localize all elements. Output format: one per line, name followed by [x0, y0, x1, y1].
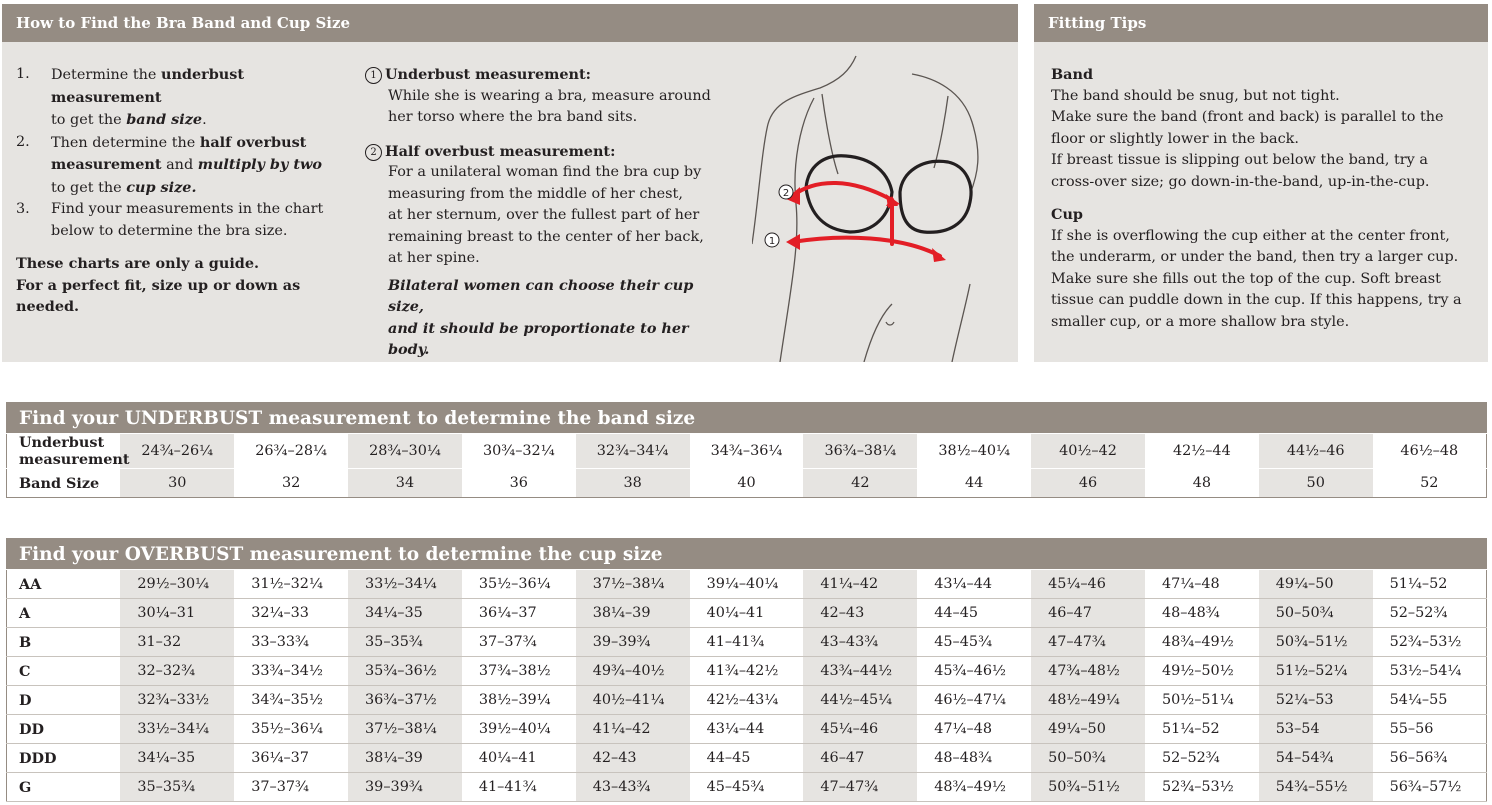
table-cell: 24¾–26¼ [120, 434, 234, 469]
underbust-text: While she is wearing a bra, measure around [388, 87, 711, 104]
bilateral-note [365, 275, 725, 361]
step-1 [16, 64, 358, 132]
step-text: Determine the [51, 67, 161, 83]
table-cell: 31½–32¼ [234, 570, 348, 599]
fitting-tips-title: Fitting Tips [1034, 4, 1488, 42]
cup-tip: Make sure she fills out the top of the cup. Soft breast [1051, 270, 1441, 287]
table-cell: 42½–44 [1145, 434, 1259, 469]
hip-outline [952, 284, 970, 362]
step-text: to get the [51, 112, 127, 128]
circle-one-icon: 1 [365, 67, 382, 84]
circle-two-icon: 2 [365, 144, 382, 161]
band-size-table [6, 402, 1487, 498]
table-cell: 50–50¾ [1259, 599, 1373, 628]
table-cell: 49¼–50 [1031, 715, 1145, 744]
table-cell: 48 [1145, 469, 1259, 498]
table-cell: 32–32¾ [120, 657, 234, 686]
cup-tip: smaller cup, or a more shallow bra style. [1051, 313, 1350, 330]
table-cell: 35½–36¼ [234, 715, 348, 744]
cup-tip: tissue can puddle down in the cup. If this happens, try a [1051, 292, 1462, 308]
table-cell: 42½–43¼ [690, 686, 804, 715]
label-two: 2 [782, 188, 790, 199]
torso-illustration [752, 44, 1012, 362]
table-cell: 41–41¾ [462, 773, 576, 802]
table-cell: 30 [120, 469, 234, 498]
guide-line: For a perfect fit, size up or down as needed. [16, 276, 301, 315]
table-cell: 35–35¾ [348, 628, 462, 657]
row-label: AA [7, 570, 121, 599]
step-bold: half overbust [199, 133, 307, 151]
table-cell: 38¼–39 [348, 744, 462, 773]
table-cell: 52 [1373, 469, 1487, 498]
table-cell: 37¾–38½ [462, 657, 576, 686]
step-bold: underbust measurement [51, 66, 244, 106]
step-text: . [202, 112, 207, 128]
table-cell: 34¾–36¼ [690, 434, 804, 469]
step-text: Find your measurements in the chart [51, 201, 324, 217]
cup-table-body [7, 570, 1487, 802]
cup-tip: the underarm, or under the band, then try a larger cup. [1051, 249, 1459, 265]
left-shoulder-outline [752, 56, 856, 244]
step-3 [16, 199, 358, 242]
table-cell: 43¼–44 [690, 715, 804, 744]
guide-note [16, 253, 358, 318]
table-cell: 28¾–30¼ [348, 434, 462, 469]
table-cell: 47¾–48½ [1031, 657, 1145, 686]
navel-outline [886, 322, 894, 325]
bilateral-line: and it should be proportionate to her body. [388, 319, 689, 358]
table-cell: 36¼–37 [462, 599, 576, 628]
table-cell: 45¾–46½ [917, 657, 1031, 686]
table-cell: 44–45 [690, 744, 804, 773]
table-cell: 48½–49¼ [1031, 686, 1145, 715]
table-cell: 31–32 [120, 628, 234, 657]
table-cell: 34¼–35 [120, 744, 234, 773]
row-label: B [7, 628, 121, 657]
table-row [7, 599, 1487, 628]
table-cell: 52¼–53 [1259, 686, 1373, 715]
table-cell: 35½–36¼ [462, 570, 576, 599]
underbust-heading-text: Underbust measurement: [385, 66, 591, 83]
table-cell: 52–52¾ [1145, 744, 1259, 773]
table-cell: 34¾–35½ [234, 686, 348, 715]
cup-size-table [6, 538, 1487, 802]
step-bold-italic: cup size. [126, 178, 197, 196]
table-cell: 52¾–53½ [1373, 628, 1487, 657]
arrowhead-right [932, 248, 946, 262]
step-bold: measurement [51, 156, 162, 173]
table-cell: 51½–52¼ [1259, 657, 1373, 686]
table-cell: 38¼–39 [576, 599, 690, 628]
table-cell: 51¼–52 [1373, 570, 1487, 599]
table-row [7, 744, 1487, 773]
table-cell: 41¼–42 [576, 715, 690, 744]
table-cell: 46½–48 [1373, 434, 1487, 469]
label-one: 1 [768, 236, 776, 247]
table-cell: 51¼–52 [1145, 715, 1259, 744]
table-cell: 33–33¾ [234, 628, 348, 657]
table-cell: 29½–30¼ [120, 570, 234, 599]
bra-strap-right [934, 96, 948, 168]
table-cell: 48–48¾ [917, 744, 1031, 773]
table-cell: 39¼–40¼ [690, 570, 804, 599]
step-number: 2. [16, 133, 30, 150]
table-cell: 37–37¾ [234, 773, 348, 802]
table-cell: 47–47¾ [803, 773, 917, 802]
underbust-text: her torso where the bra band sits. [388, 109, 638, 125]
waist-outline [864, 304, 892, 362]
band-tip: Make sure the band (front and back) is parallel to the [1051, 109, 1444, 125]
step-number: 1. [16, 66, 30, 82]
band-table-title: Find your UNDERBUST measurement to determine the band size [7, 403, 1487, 434]
step-bold-italic: multiply by two [197, 156, 322, 173]
half-overbust-heading [365, 141, 725, 163]
table-cell: 34 [348, 469, 462, 498]
table-cell: 43–43¾ [576, 773, 690, 802]
band-tip: cross-over size; go down-in-the-band, up-in-the-cup. [1051, 173, 1430, 190]
table-cell: 50½–51¼ [1145, 686, 1259, 715]
table-cell: 37–37¾ [462, 628, 576, 657]
table-cell: 40½–41¼ [576, 686, 690, 715]
arm-outline [780, 98, 814, 362]
fitting-tips-body [1051, 64, 1481, 333]
measurement-definitions [365, 64, 725, 361]
table-cell: 50–50¾ [1031, 744, 1145, 773]
table-cell: 34¼–35 [348, 599, 462, 628]
table-cell: 40½–42 [1031, 434, 1145, 469]
row-label: C [7, 657, 121, 686]
table-cell: 35–35¾ [120, 773, 234, 802]
underbust-arrow [792, 238, 940, 256]
table-cell: 39–39¾ [348, 773, 462, 802]
table-cell: 43¼–44 [917, 570, 1031, 599]
table-cell: 43¾–44½ [803, 657, 917, 686]
table-cell: 46½–47¼ [917, 686, 1031, 715]
cup-table-title: Find your OVERBUST measurement to determine the cup size [7, 539, 1487, 570]
table-cell: 47¼–48 [1145, 570, 1259, 599]
table-cell: 48¾–49½ [917, 773, 1031, 802]
table-cell: 45–45¾ [917, 628, 1031, 657]
table-cell: 48¾–49½ [1145, 628, 1259, 657]
table-cell: 53–54 [1259, 715, 1373, 744]
bilateral-line: Bilateral women can choose their cup size, [388, 276, 694, 315]
table-cell: 52–52¾ [1373, 599, 1487, 628]
table-cell: 50¾–51½ [1031, 773, 1145, 802]
cup-heading: Cup [1051, 206, 1083, 223]
table-cell: 47¼–48 [917, 715, 1031, 744]
row-label: Underbust measurement [7, 434, 121, 469]
table-cell: 39–39¾ [576, 628, 690, 657]
table-row [7, 773, 1487, 802]
table-cell: 50 [1259, 469, 1373, 498]
cup-tip: If she is overflowing the cup either at the center front, [1051, 227, 1450, 244]
table-cell: 36¼–37 [234, 744, 348, 773]
table-cell: 40 [690, 469, 804, 498]
fitting-tips-panel [1034, 4, 1488, 362]
table-row [7, 715, 1487, 744]
table-cell: 35¾–36½ [348, 657, 462, 686]
step-2 [16, 132, 358, 200]
table-cell: 44½–46 [1259, 434, 1373, 469]
table-cell: 39½–40¼ [462, 715, 576, 744]
row-label: DDD [7, 744, 121, 773]
bra-strap-left [822, 94, 838, 174]
step-text: to get the [51, 179, 127, 196]
table-cell: 50¾–51½ [1259, 628, 1373, 657]
table-cell: 54¾–55½ [1259, 773, 1373, 802]
how-to-panel [2, 4, 1018, 362]
table-cell: 44 [917, 469, 1031, 498]
underbust-heading [365, 64, 725, 86]
table-cell: 45–45¾ [690, 773, 804, 802]
table-cell: 32¾–33½ [120, 686, 234, 715]
table-cell: 30¼–31 [120, 599, 234, 628]
table-cell: 36¾–37½ [348, 686, 462, 715]
row-label: Band Size [7, 469, 121, 498]
band-heading: Band [1051, 66, 1094, 83]
table-cell: 49½–50½ [1145, 657, 1259, 686]
row-label: D [7, 686, 121, 715]
table-cell: 37½–38¼ [348, 715, 462, 744]
table-cell: 32¼–33 [234, 599, 348, 628]
row-label: A [7, 599, 121, 628]
band-table-body [7, 434, 1487, 498]
table-cell: 56¾–57½ [1373, 773, 1487, 802]
table-cell: 33¾–34½ [234, 657, 348, 686]
table-cell: 38½–40¼ [917, 434, 1031, 469]
half-overbust-text: at her sternum, over the fullest part of her [388, 207, 700, 223]
table-cell: 54¼–55 [1373, 686, 1487, 715]
table-cell: 41¾–42½ [690, 657, 804, 686]
table-cell: 45¼–46 [1031, 570, 1145, 599]
arrowhead-left [786, 234, 800, 250]
half-overbust-text: For a unilateral woman find the bra cup by [388, 164, 702, 180]
step-text: below to determine the bra size. [51, 222, 288, 239]
table-cell: 42–43 [803, 599, 917, 628]
table-cell: 46 [1031, 469, 1145, 498]
table-row [7, 570, 1487, 599]
table-row [7, 686, 1487, 715]
table-cell: 46–47 [1031, 599, 1145, 628]
band-tip: The band should be snug, but not tight. [1051, 87, 1340, 104]
half-overbust-text: measuring from the middle of her chest, [388, 185, 683, 202]
half-overbust-heading-text: Half overbust measurement: [385, 142, 616, 160]
table-cell: 41¼–42 [803, 570, 917, 599]
table-cell: 32 [234, 469, 348, 498]
table-cell: 52¾–53½ [1145, 773, 1259, 802]
table-cell: 47–47¾ [1031, 628, 1145, 657]
table-cell: 43–43¾ [803, 628, 917, 657]
table-cell: 44½–45¼ [803, 686, 917, 715]
table-cell: 32¾–34¼ [576, 434, 690, 469]
table-cell: 42 [803, 469, 917, 498]
table-cell: 56–56¾ [1373, 744, 1487, 773]
steps-list [16, 64, 358, 318]
table-cell: 38 [576, 469, 690, 498]
table-row [7, 628, 1487, 657]
step-text: Then determine the [51, 134, 200, 151]
table-cell: 54–54¾ [1259, 744, 1373, 773]
table-row [7, 469, 1487, 498]
table-cell: 40¼–41 [690, 599, 804, 628]
band-tip: floor or slightly lower in the back. [1051, 130, 1299, 147]
row-label: G [7, 773, 121, 802]
table-cell: 46–47 [803, 744, 917, 773]
table-cell: 33½–34¼ [120, 715, 234, 744]
table-cell: 55–56 [1373, 715, 1487, 744]
table-cell: 30¾–32¼ [462, 434, 576, 469]
row-label: DD [7, 715, 121, 744]
step-number: 3. [16, 201, 30, 217]
table-cell: 53½–54¼ [1373, 657, 1487, 686]
how-to-title: How to Find the Bra Band and Cup Size [2, 4, 1018, 42]
table-row [7, 657, 1487, 686]
table-cell: 44–45 [917, 599, 1031, 628]
band-tip: If breast tissue is slipping out below the band, try a [1051, 152, 1428, 168]
table-cell: 26¾–28¼ [234, 434, 348, 469]
step-bold-italic: band size [126, 111, 203, 128]
table-cell: 33½–34¼ [348, 570, 462, 599]
table-cell: 49¾–40½ [576, 657, 690, 686]
table-row [7, 434, 1487, 469]
guide-line: These charts are only a guide. [16, 255, 260, 272]
table-cell: 36 [462, 469, 576, 498]
table-cell: 37½–38¼ [576, 570, 690, 599]
table-cell: 42–43 [576, 744, 690, 773]
table-cell: 45¼–46 [803, 715, 917, 744]
table-cell: 40¼–41 [462, 744, 576, 773]
bra-cup-right [900, 161, 971, 232]
table-cell: 38½–39¼ [462, 686, 576, 715]
table-cell: 48–48¾ [1145, 599, 1259, 628]
table-cell: 36¾–38¼ [803, 434, 917, 469]
step-text: and [161, 157, 198, 173]
table-cell: 49¼–50 [1259, 570, 1373, 599]
table-cell: 41–41¾ [690, 628, 804, 657]
half-overbust-text: remaining breast to the center of her back, [388, 228, 704, 245]
half-overbust-text: at her spine. [388, 250, 480, 266]
